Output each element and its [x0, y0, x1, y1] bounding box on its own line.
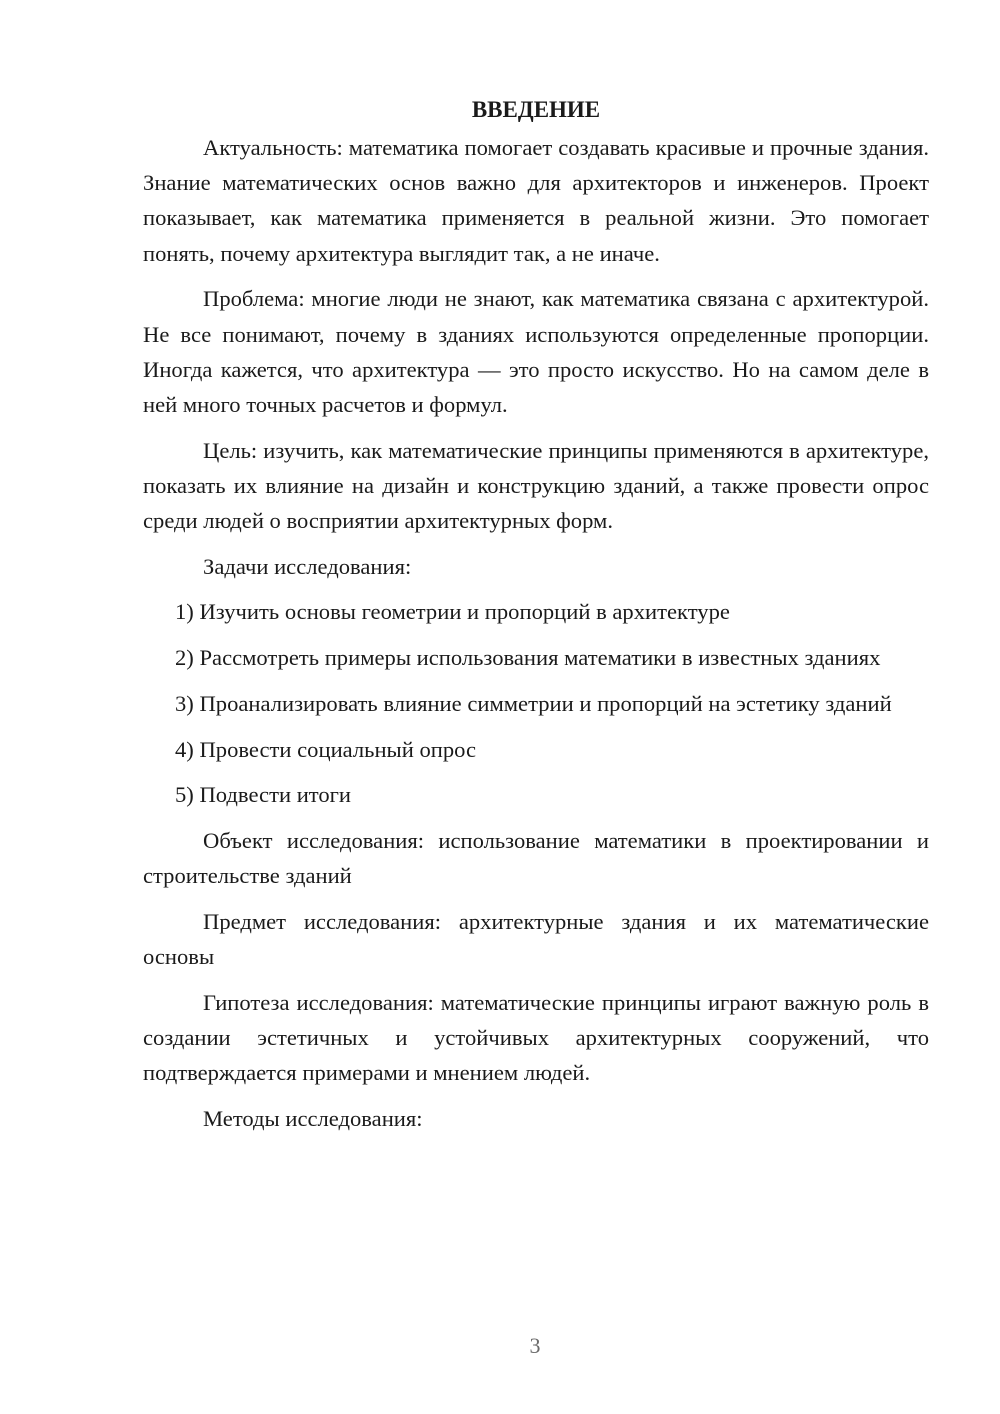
task-item: 3) Проанализировать влияние симметрии и пропорций на эстетику зданий	[175, 690, 892, 716]
task-item: 1) Изучить основы геометрии и пропорций в архитектуре	[175, 599, 730, 625]
methods-heading: Методы исследования:	[203, 1105, 423, 1131]
tasks-heading: Задачи исследования:	[203, 553, 412, 579]
page-number: 3	[529, 1333, 541, 1358]
paragraph-relevance: Актуальность: математика помогает создавать красивые и прочные здания. Знание математических основ важно для архитекторов и инженеров. Проект показывает, как математика применяется в реальной жизни. Это помогает понять, почему архитектура выглядит так, а не иначе.	[143, 135, 929, 266]
paragraph-subject: Предмет исследования: архитектурные здания и их математические основы	[143, 908, 929, 970]
paragraph-goal: Цель: изучить, как математические принципы применяются в архитектуре, показать их влияние на дизайн и конструкцию зданий, а также провести опрос среди людей о восприятии архитектурных форм.	[143, 437, 929, 534]
task-item: 2) Рассмотреть примеры использования математики в известных зданиях	[175, 645, 881, 671]
section-heading: ВВЕДЕНИЕ	[471, 97, 601, 122]
paragraph-hypothesis: Гипотеза исследования: математические принципы играют важную роль в создании эстетичных и устойчивых архитектурных сооружений, что подтверждается примерами и мнением людей.	[143, 989, 929, 1086]
paragraph-object: Объект исследования: использование математики в проектировании и строительстве зданий	[143, 827, 929, 889]
document-page	[143, 92, 929, 1136]
paragraph-problem: Проблема: многие люди не знают, как математика связана с архитектурой. Не все понимают, почему в зданиях используются определенные пропорции. Иногда кажется, что архитектура — это просто искусство. Но на самом деле в ней много точных расчетов и формул.	[143, 286, 929, 417]
task-item: 5) Подвести итоги	[175, 782, 352, 808]
task-item: 4) Провести социальный опрос	[175, 736, 477, 762]
